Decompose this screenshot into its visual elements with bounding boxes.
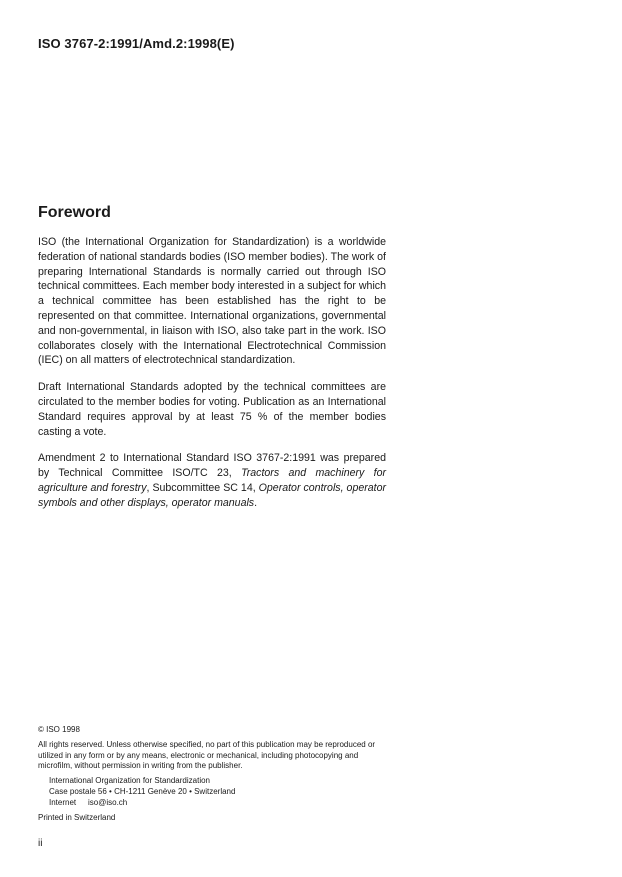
internet-email: iso@iso.ch: [88, 797, 128, 807]
committee-title: Tractors and machinery for agriculture and forestry: [38, 467, 387, 494]
paragraph-amendment: [38, 451, 386, 510]
publisher-address: [38, 776, 388, 808]
subcommittee-title: Operator controls, operator symbols and other displays, operator manuals: [38, 481, 387, 509]
printed-location: Printed in Switzerland: [38, 812, 116, 822]
copyright-notice: © ISO 1998: [38, 725, 80, 734]
postal-address: Case postale 56 • CH-1211 Genève 20 • Switzerland: [49, 786, 236, 796]
amendment-text-1: Amendment 2 to International Standard ISO 3767-2:1991 was prepared by Technical Committee ISO/TC 23,: [38, 452, 386, 480]
internet-line: [49, 798, 388, 809]
copyright-footer: [38, 725, 388, 823]
paragraph-voting: Draft International Standards adopted by the technical committees are circulated to the member bodies for voting. Publication as an International Standard requires approval by at least 75 % of the member bodies casting a vote.: [38, 381, 386, 438]
organization-name: International Organization for Standardization: [49, 776, 210, 786]
foreword-title: Foreword: [38, 204, 111, 221]
document-id-header: ISO 3767-2:1991/Amd.2:1998(E): [38, 36, 235, 51]
rights-statement: All rights reserved. Unless otherwise specified, no part of this publication may be reproduced or utilized in any form or by any means, electronic or mechanical, including photocopying and microfilm, without permission in writing from the publisher.: [38, 739, 376, 771]
page-number: ii: [38, 838, 43, 849]
paragraph-iso-description: ISO (the International Organization for Standardization) is a worldwide federation of national standards bodies (ISO member bodies). The work of preparing International Standards is normally carried out through ISO technical committees. Each member body interested in a subject for which a technical committee has been established has the right to be represented on that committee. International organizations, governmental and non-governmental, in liaison with ISO, also take part in the work. ISO collaborates closely with the International Electrotechnical Commission (IEC) on all matters of electrotechnical standardization.: [38, 236, 386, 367]
internet-label: Internet: [49, 797, 77, 807]
foreword-body: [38, 235, 386, 523]
amendment-text-2: , Subcommittee SC 14,: [146, 481, 259, 494]
amendment-text-3: .: [254, 496, 258, 509]
